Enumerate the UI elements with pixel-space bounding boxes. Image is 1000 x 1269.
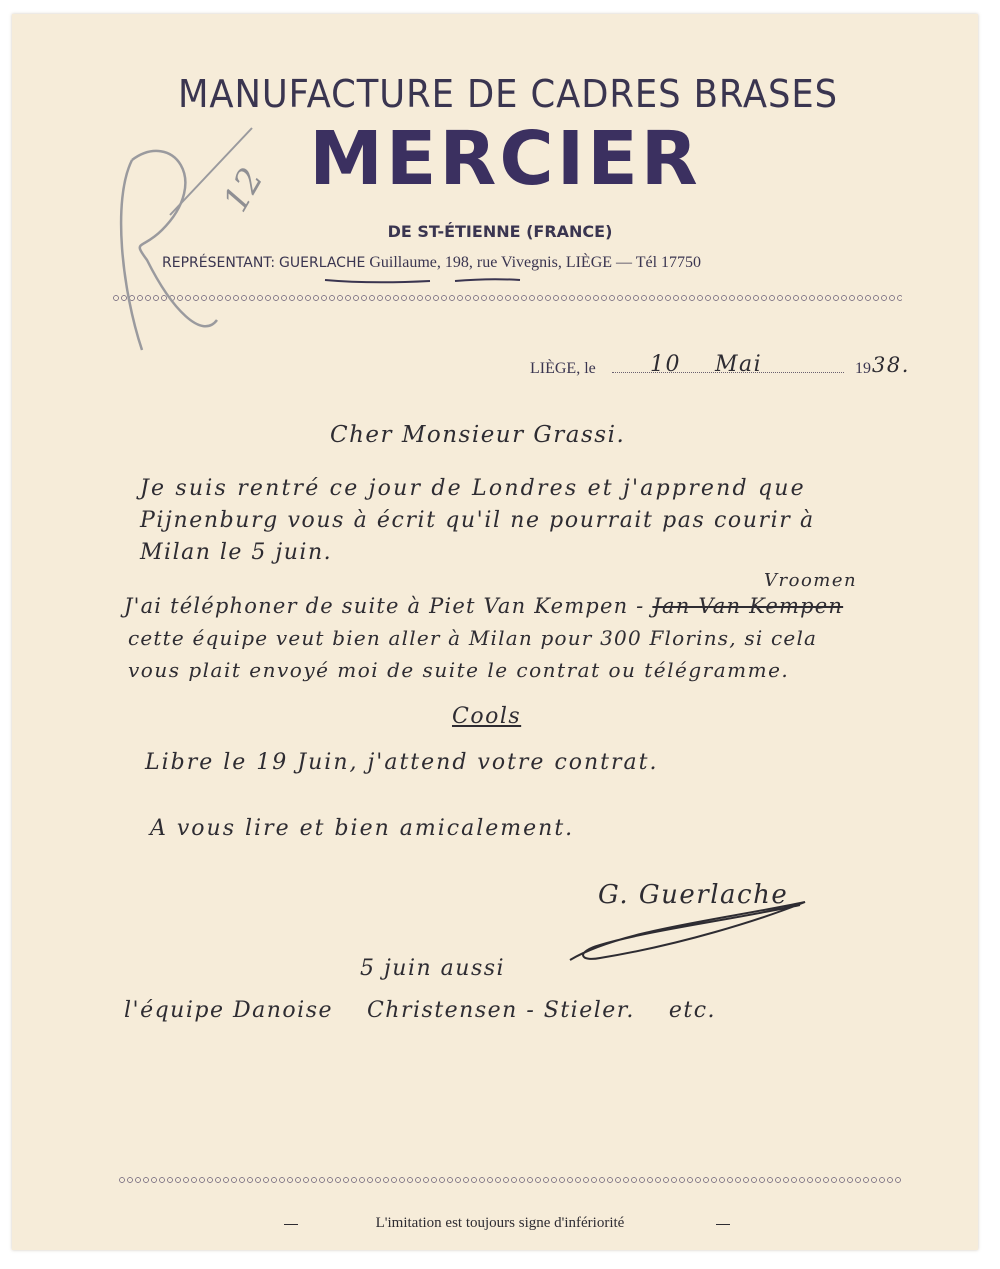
signature: G. Guerlache [598, 880, 789, 910]
name-underline-strokes [320, 272, 530, 286]
letter-line-4 [124, 594, 843, 618]
letter-line-2: Pijnenburg vous à écrit qu'il ne pourrait pas courir à [140, 508, 815, 533]
letter-line-3: Milan le 5 juin. [140, 540, 333, 565]
letter-line-6: vous plait envoyé moi de suite le contrat ou télégramme. [128, 658, 790, 682]
representative-details: Guillaume, 198, rue Vivegnis, LIÈGE — Tél 17750 [369, 254, 702, 271]
postscript-line-2: l'équipe Danoise Christensen - Stieler. etc. [124, 998, 717, 1023]
date-month: Mai [715, 352, 763, 377]
insertion-word: Vroomen [764, 570, 858, 591]
letter-line-7: Libre le 19 Juin, j'attend votre contrat. [145, 750, 659, 775]
salutation: Cher Monsieur Grassi. [330, 422, 626, 448]
underlined-name: Cools [452, 704, 522, 729]
letter-line-5: cette équipe veut bien aller à Milan pour 300 Florins, si cela [128, 626, 818, 650]
place-label: LIÈGE, le [530, 360, 596, 377]
company-tagline: MANUFACTURE DE CADRES BRASES [177, 72, 839, 116]
signature-flourish [560, 890, 820, 970]
company-origin: DE ST-ÉTIENNE (FRANCE) [387, 222, 613, 241]
date-year-prefix: 19 [855, 360, 871, 377]
closing-line: A vous lire et bien amicalement. [150, 816, 575, 841]
date-day: 10 [650, 352, 681, 377]
pencil-annotation [92, 120, 272, 370]
struck-name: Jan Van Kempen [652, 594, 844, 618]
footer-dotted-divider [118, 1176, 902, 1184]
footer-motto: L'imitation est toujours signe d'infériorité [375, 1215, 625, 1231]
representative-label: REPRÉSENTANT: [162, 255, 276, 271]
representative-name: GUERLACHE [279, 255, 366, 271]
date-year-suffix: 38. [872, 353, 910, 377]
pencil-number: 12 [215, 161, 272, 219]
postscript-line-1: 5 juin aussi [360, 956, 506, 981]
brand-name: MERCIER [309, 116, 701, 202]
letter-line-4-text: J'ai téléphoner de suite à Piet Van Kempen - [124, 594, 645, 618]
letter-line-1: Je suis rentré ce jour de Londres et j'apprend que [140, 476, 806, 501]
